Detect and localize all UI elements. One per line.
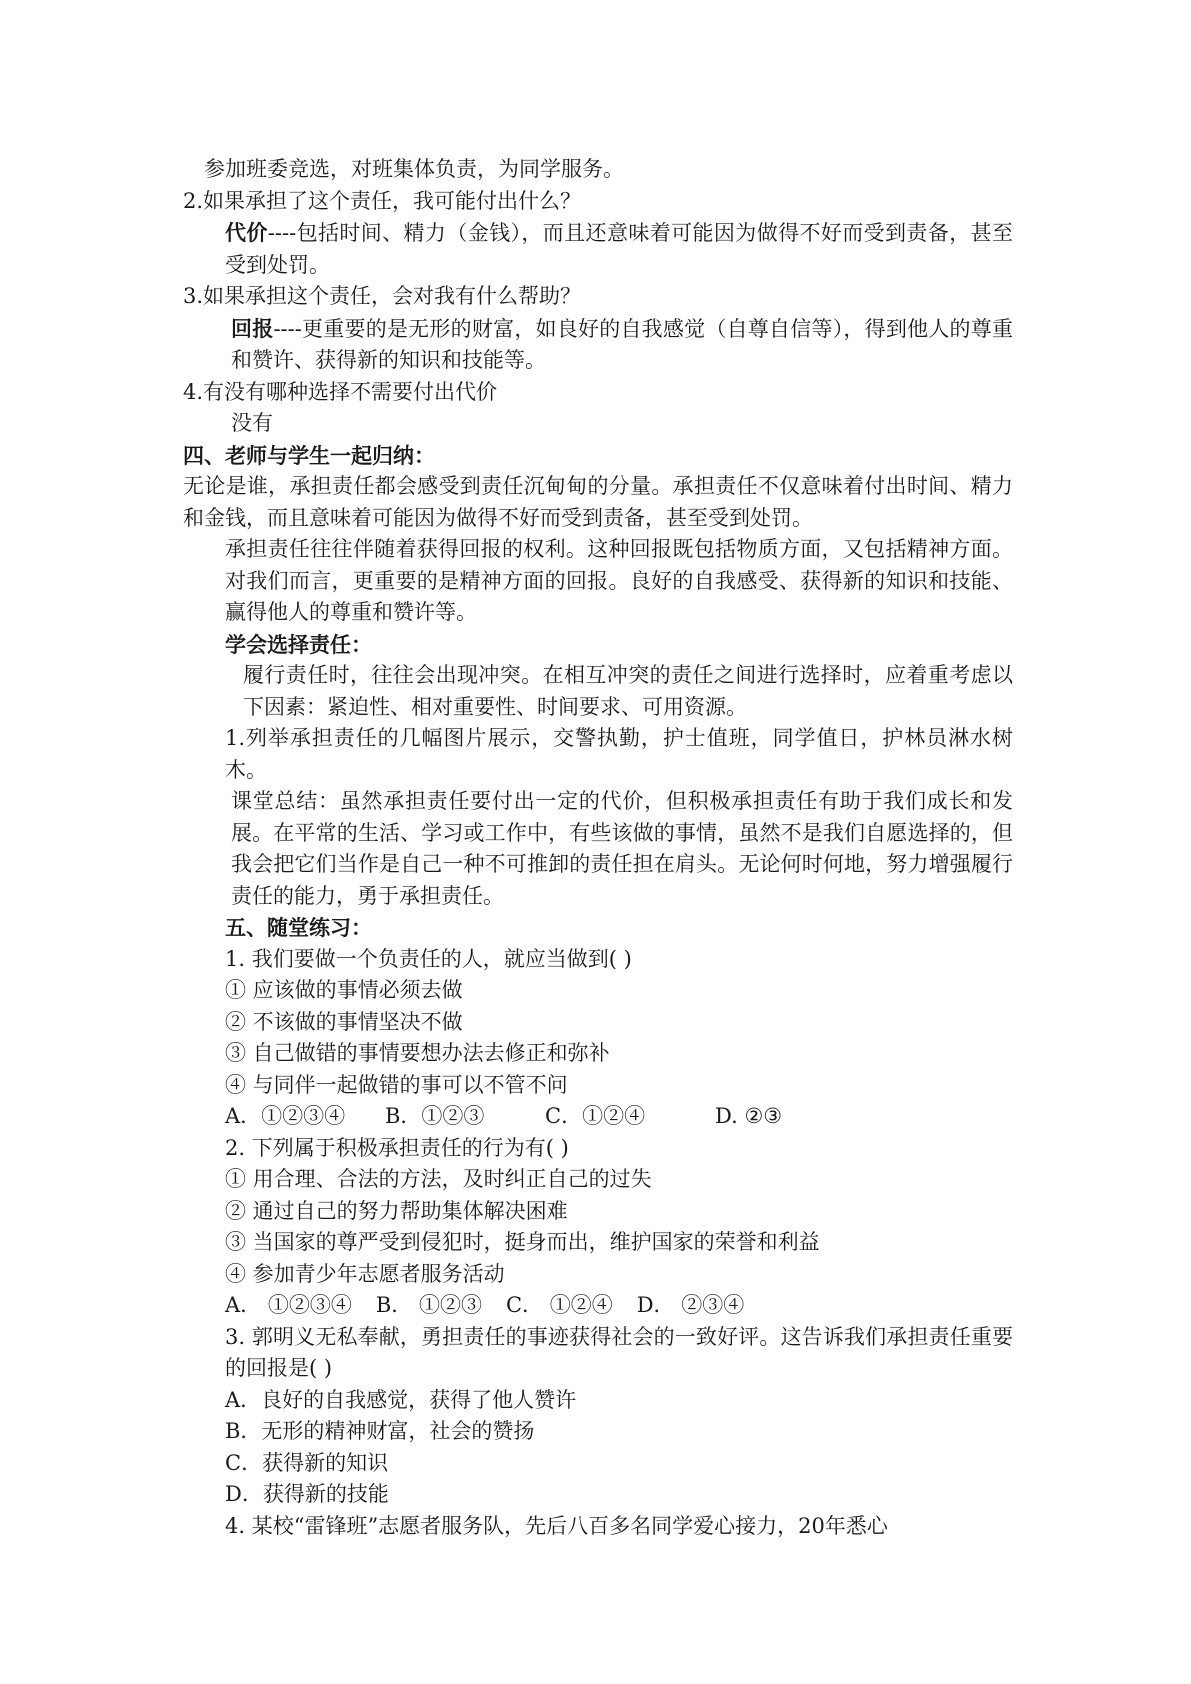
- option-d: D. ②③: [715, 1104, 783, 1128]
- summary-paragraph: 承担责任往往伴随着获得回报的权利。这种回报既包括物质方面，又包括精神方面。对我们而言，更重要的是精神方面的回报。良好的自我感受、获得新的知识和技能、赢得他人的尊重和赞许等。: [225, 537, 1013, 624]
- exercise-item: ① 用合理、合法的方法，及时纠正自己的过失: [225, 1167, 652, 1191]
- option-b: B． ①②③: [375, 1293, 482, 1317]
- question-line: 3.如果承担这个责任，会对我有什么帮助？: [183, 284, 582, 308]
- option-c: C．①②④: [545, 1104, 646, 1128]
- reward-term: 回报: [231, 315, 274, 341]
- option-a: A． ①②③④: [225, 1293, 352, 1317]
- reward-paragraph: [183, 313, 1013, 377]
- exercise-options: [183, 1290, 1013, 1322]
- question-line: 4.有没有哪种选择不需要付出代价: [183, 379, 498, 404]
- section-heading: 五、随堂练习：: [225, 915, 372, 940]
- exercise-item: ② 通过自己的努力帮助集体解决困难: [225, 1198, 568, 1223]
- option-d: D． ②③④: [636, 1293, 745, 1317]
- option-a: A．①②③④: [225, 1104, 346, 1128]
- summary-paragraph: 课堂总结：虽然承担责任要付出一定的代价，但积极承担责任有助于我们成长和发展。在平常的生活、学习或工作中，有些该做的事情，虽然不是我们自愿选择的，但我会把它们当作是自己一种不可推卸的责任担在肩头。无论何时何地，努力增强履行责任的能力，勇于承担责任。: [231, 789, 1013, 908]
- exercise-item: ③ 当国家的尊严受到侵犯时，挺身而出，维护国家的荣誉和利益: [225, 1230, 820, 1254]
- option-c: C． ①②④: [505, 1293, 613, 1317]
- cost-paragraph: [183, 217, 1013, 281]
- exercise-item: ① 应该做的事情必须去做: [225, 978, 463, 1002]
- exercise-item: ② 不该做的事情坚决不做: [225, 1009, 463, 1034]
- text-line: 参加班委竞选，对班集体负责，为同学服务。: [204, 157, 624, 181]
- option-b: B．无形的精神财富，社会的赞扬: [225, 1419, 535, 1443]
- exercise-item: ④ 与同伴一起做错的事可以不管不问: [225, 1072, 568, 1097]
- cost-text: ----包括时间、精力（金钱），而且还意味着可能因为做得不好而受到责备，甚至受到处罚。: [225, 221, 1014, 277]
- summary-paragraph: 无论是谁，承担责任都会感受到责任沉甸甸的分量。承担责任不仅意味着付出时间、精力和金钱，而且意味着可能因为做得不好而受到责备，甚至受到处罚。: [183, 474, 1013, 530]
- exercise-stem: 3. 郭明义无私奉献，勇担责任的事迹获得社会的一致好评。这告诉我们承担责任重要的回报是( ): [225, 1324, 1013, 1380]
- question-line: 2.如果承担了这个责任，我可能付出什么？: [183, 188, 582, 213]
- section-heading: 四、老师与学生一起归纳：: [183, 442, 435, 468]
- summary-paragraph: 履行责任时，往往会出现冲突。在相互冲突的责任之间进行选择时，应着重考虑以下因素：紧迫性、相对重要性、时间要求、可用资源。: [243, 663, 1013, 719]
- sub-heading: 学会选择责任：: [225, 631, 372, 657]
- option-c: C．获得新的知识: [225, 1450, 389, 1475]
- exercise-item: ③ 自己做错的事情要想办法去修正和弥补: [225, 1041, 610, 1065]
- exercise-stem: 4. 某校“雷锋班”志愿者服务队，先后八百多名同学爱心接力，20年悉心: [225, 1513, 888, 1538]
- option-a: A．良好的自我感觉，获得了他人赞许: [225, 1387, 577, 1412]
- summary-paragraph: 1.列举承担责任的几幅图片展示，交警执勤，护士值班，同学值日，护林员淋水树木。: [225, 726, 1013, 782]
- exercise-item: ④ 参加青少年志愿者服务活动: [225, 1261, 505, 1286]
- document-body: [183, 154, 1013, 1542]
- cost-term: 代价: [225, 220, 268, 245]
- option-d: D．获得新的技能: [225, 1482, 389, 1506]
- option-b: B．①②③: [385, 1104, 485, 1128]
- exercise-stem: 1. 我们要做一个负责任的人，就应当做到( ): [225, 946, 632, 971]
- answer-line: 没有: [231, 411, 273, 435]
- exercise-options: [183, 1101, 1013, 1133]
- reward-text: ----更重要的是无形的财富，如良好的自我感觉（自尊自信等），得到他人的尊重和赞许、获得新的知识和技能等。: [231, 316, 1013, 372]
- exercise-stem: 2. 下列属于积极承担责任的行为有( ): [225, 1135, 569, 1160]
